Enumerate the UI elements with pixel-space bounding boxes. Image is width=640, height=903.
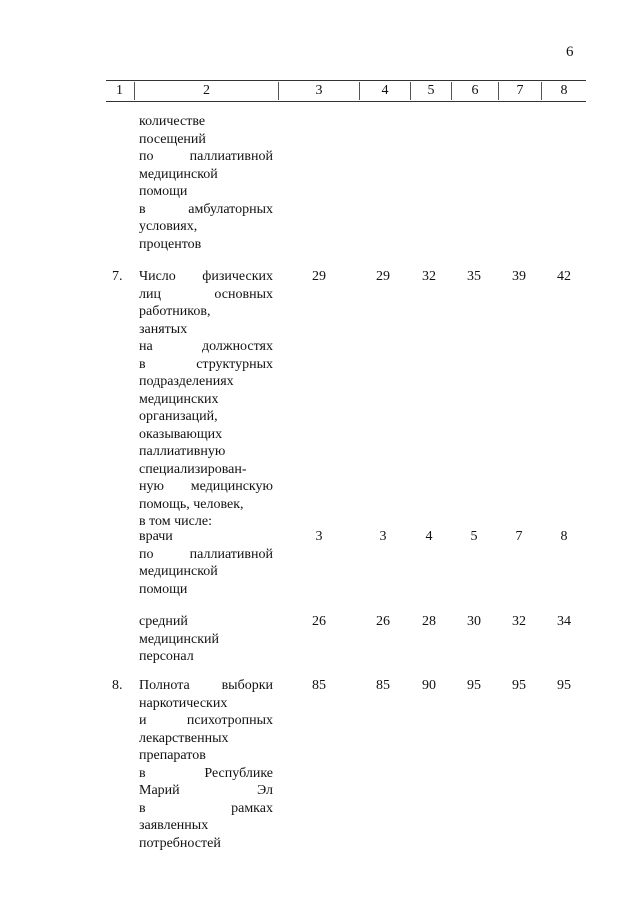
table-header-row (106, 80, 586, 102)
description-line: оказывающих (139, 426, 223, 442)
description-line: препаратов (139, 748, 206, 763)
value-cell-7: 95 (512, 678, 526, 693)
description-line: Число физических (139, 269, 273, 284)
value-cell-3: 3 (315, 529, 323, 544)
description-line: врачи (139, 529, 173, 544)
description-line: заявленных (139, 818, 209, 833)
description-line: паллиативную (139, 444, 226, 459)
description-line: в Республике (139, 765, 273, 781)
description-line: количестве (139, 114, 206, 129)
description-line: по паллиативной (139, 149, 273, 164)
value-cell-7: 39 (512, 269, 526, 284)
value-cell-4: 85 (376, 678, 390, 693)
description-line: Полнота выборки (139, 678, 273, 693)
value-cell-4: 3 (379, 529, 387, 544)
value-cell-8: 34 (557, 614, 571, 629)
value-cell-6: 35 (467, 269, 481, 284)
description-line: медицинской (139, 564, 218, 579)
row-description (139, 613, 273, 666)
value-cell-6: 5 (470, 529, 478, 544)
description-line: медицинской (139, 166, 218, 182)
description-line: подразделениях (139, 374, 234, 389)
description-line: лиц основных (139, 286, 273, 302)
header-cell-5: 5 (427, 83, 435, 98)
description-line: помощь, человек, (139, 496, 244, 512)
value-cell-7: 32 (512, 614, 526, 629)
description-line: организаций, (139, 409, 218, 424)
value-cell-5: 32 (422, 269, 436, 284)
description-line: медицинский (139, 631, 219, 647)
continuation-description (139, 113, 273, 253)
header-cell-2: 2 (203, 83, 210, 98)
description-line: лекарственных (139, 730, 229, 746)
description-line: в амбулаторных (139, 201, 273, 217)
description-line: по паллиативной (139, 546, 273, 562)
header-cell-8: 8 (560, 83, 568, 98)
header-cell-3: 3 (315, 83, 323, 98)
row-number: 7. (112, 269, 123, 284)
row-description (139, 268, 273, 531)
description-line: наркотических (139, 695, 228, 711)
description-line: и психотропных (139, 713, 273, 728)
value-cell-4: 29 (376, 269, 390, 284)
description-line: работников, (139, 304, 211, 319)
description-line: в структурных (139, 356, 273, 372)
value-cell-4: 26 (376, 614, 390, 629)
description-line: посещений (139, 131, 206, 147)
description-line: помощи (139, 581, 188, 597)
row-description (139, 528, 273, 598)
value-cell-3: 85 (312, 678, 326, 693)
description-line: в рамках (139, 800, 273, 816)
value-cell-6: 95 (467, 678, 481, 693)
description-line: в том числе: (139, 514, 212, 529)
value-cell-8: 95 (557, 678, 571, 693)
row-description (139, 677, 273, 852)
value-cell-5: 28 (422, 614, 436, 629)
page-number: 6 (566, 44, 574, 60)
header-cell-1: 1 (116, 83, 123, 98)
description-line: медицинских (139, 391, 219, 407)
value-cell-5: 90 (422, 678, 436, 693)
value-cell-7: 7 (515, 529, 523, 544)
description-line: потребностей (139, 835, 221, 851)
value-cell-5: 4 (425, 529, 433, 544)
header-cell-7: 7 (516, 83, 524, 98)
value-cell-6: 30 (467, 614, 481, 629)
description-line: условиях, (139, 219, 198, 234)
description-line: Марий Эл (139, 783, 273, 798)
description-line: процентов (139, 236, 202, 252)
description-line: средний (139, 614, 188, 629)
value-cell-8: 8 (560, 529, 568, 544)
description-line: персонал (139, 649, 194, 664)
header-cell-6: 6 (471, 83, 479, 98)
row-number: 8. (112, 678, 123, 693)
description-line: специализирован- (139, 461, 247, 477)
value-cell-3: 29 (312, 269, 326, 284)
value-cell-3: 26 (312, 614, 326, 629)
description-line: занятых (139, 321, 188, 337)
description-line: на должностях (139, 339, 273, 354)
description-line: ную медицинскую (139, 479, 273, 494)
value-cell-8: 42 (557, 269, 571, 284)
header-cell-4: 4 (381, 83, 389, 98)
description-line: помощи (139, 184, 188, 199)
